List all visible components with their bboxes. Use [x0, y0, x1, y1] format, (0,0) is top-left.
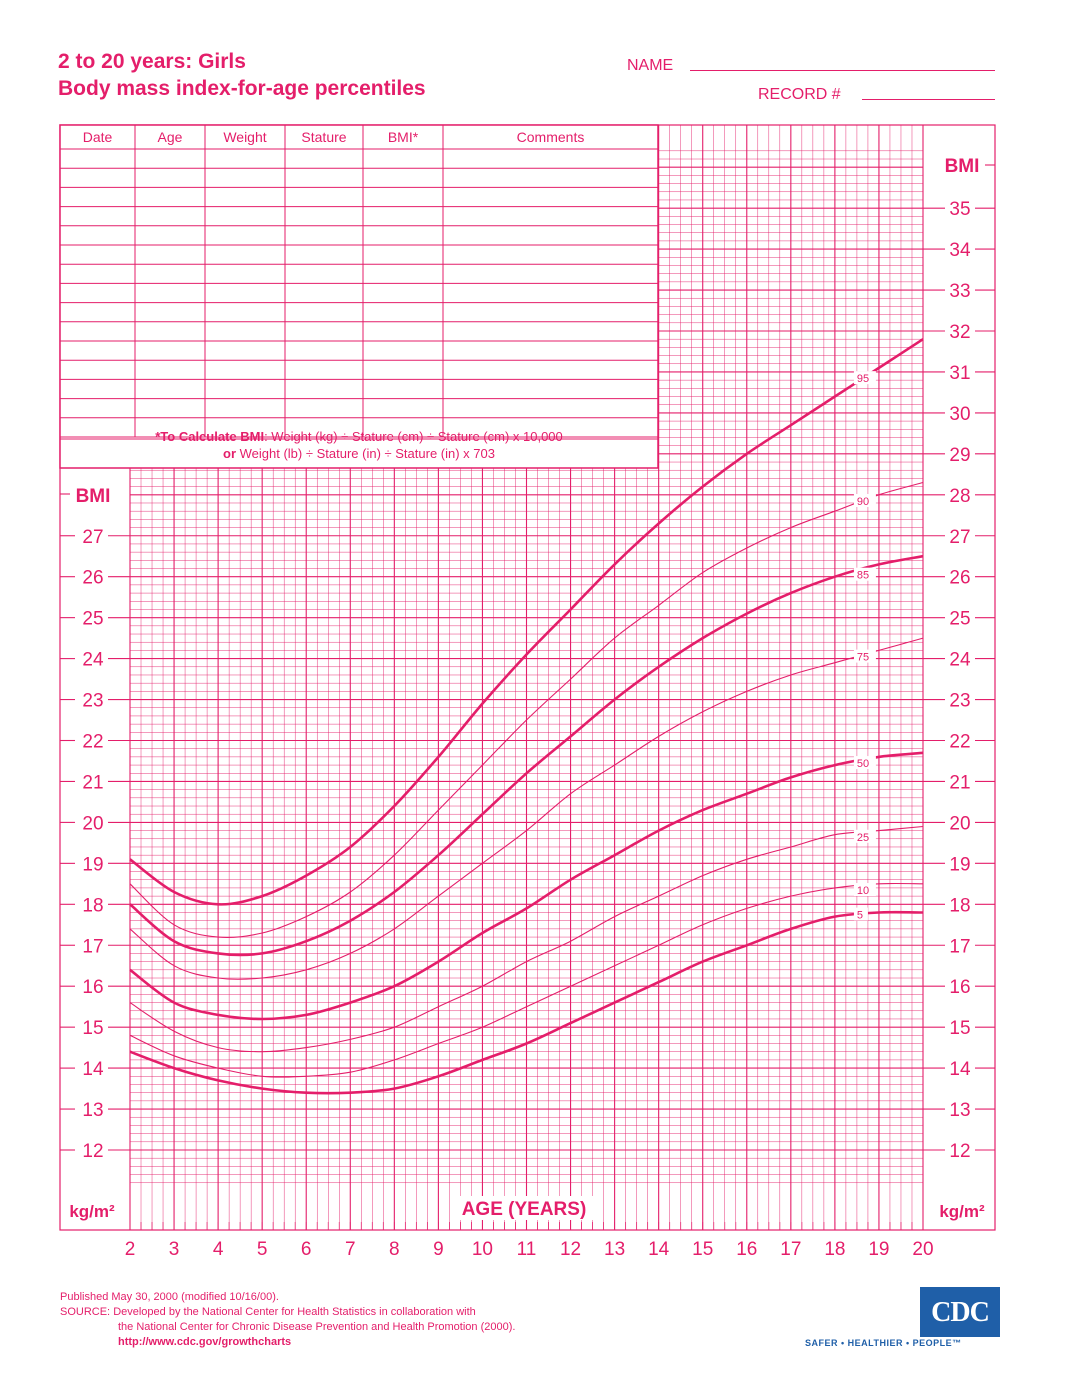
x-tick-label: 7 [344, 1239, 356, 1260]
y-tick-label-right: 18 [949, 895, 971, 917]
y-unit-left: kg/m² [69, 1202, 115, 1221]
percentile-label-95: 95 [856, 373, 870, 386]
y-tick-label-left: 25 [82, 608, 104, 630]
y-tick-label-right: 33 [949, 281, 971, 303]
y-tick-label-right: 17 [949, 936, 971, 958]
percentile-label-75: 75 [856, 651, 870, 664]
y-tick-label-left: 24 [82, 649, 104, 671]
y-tick-label-right: 22 [949, 731, 971, 753]
y-unit-right: kg/m² [939, 1202, 985, 1221]
x-tick-label: 10 [471, 1239, 494, 1260]
y-tick-label-right: 29 [949, 444, 971, 466]
y-tick-label-right: 32 [949, 322, 971, 343]
y-tick-label-right: 13 [949, 1100, 971, 1122]
x-tick-label: 12 [559, 1239, 582, 1260]
percentile-label-25: 25 [856, 831, 870, 844]
y-tick-label-left: 23 [82, 690, 104, 712]
y-axis-title-left: BMI [75, 486, 111, 507]
x-tick-label: 6 [300, 1239, 312, 1260]
y-tick-label-right: 25 [949, 608, 971, 630]
record-label: RECORD # [758, 86, 841, 103]
table-col-header: Age [157, 129, 183, 145]
x-tick-label: 14 [648, 1239, 670, 1260]
x-tick-label: 16 [736, 1239, 758, 1260]
x-tick-label: 19 [868, 1239, 890, 1260]
chart-title-sex: 2 to 20 years: Girls [58, 50, 246, 73]
y-tick-label-right: 26 [949, 567, 971, 589]
x-tick-label: 15 [692, 1239, 714, 1260]
table-col-header: Comments [516, 129, 585, 145]
table-col-header: BMI* [387, 129, 419, 145]
published-note: Published May 30, 2000 (modified 10/16/00). [60, 1291, 279, 1303]
y-tick-label-right: 23 [949, 690, 971, 712]
cdc-logo: CDC [920, 1287, 1000, 1337]
y-tick-label-left: 13 [82, 1100, 104, 1122]
chart-title: Body mass index-for-age percentiles [58, 77, 426, 100]
x-tick-label: 18 [824, 1239, 846, 1260]
x-tick-label: 8 [389, 1239, 400, 1260]
y-tick-label-right: 16 [949, 977, 971, 999]
x-tick-label: 5 [256, 1239, 268, 1260]
x-tick-label: 17 [780, 1239, 802, 1260]
y-tick-label-right: 27 [949, 526, 971, 548]
y-tick-label-left: 22 [82, 731, 104, 753]
y-tick-label-left: 15 [82, 1018, 104, 1040]
y-tick-label-left: 20 [82, 813, 104, 835]
y-tick-label-right: 15 [949, 1018, 971, 1040]
x-tick-label: 2 [124, 1239, 136, 1260]
y-tick-label-left: 27 [82, 526, 104, 548]
y-axis-title-right: BMI [944, 156, 980, 177]
y-tick-label-left: 26 [82, 567, 104, 589]
percentile-label-10: 10 [856, 885, 870, 898]
y-tick-label-right: 19 [949, 854, 971, 876]
percentile-label-90: 90 [856, 495, 870, 508]
y-tick-label-left: 14 [82, 1059, 104, 1081]
x-tick-label: 13 [604, 1239, 626, 1260]
y-tick-label-left: 12 [82, 1141, 104, 1162]
y-tick-label-right: 34 [949, 240, 971, 262]
y-tick-label-right: 24 [949, 649, 971, 671]
x-tick-label: 3 [168, 1239, 180, 1260]
y-tick-label-right: 30 [949, 403, 971, 425]
percentile-label-85: 85 [856, 569, 870, 582]
y-tick-label-right: 28 [949, 485, 971, 507]
x-tick-label: 4 [212, 1239, 224, 1260]
y-tick-label-right: 20 [949, 813, 971, 835]
name-label: NAME [627, 57, 674, 74]
x-tick-label: 9 [433, 1239, 444, 1260]
source-line1: SOURCE: Developed by the National Center for Health Statistics in collaboration with [60, 1306, 476, 1318]
percentile-label-5: 5 [856, 909, 864, 922]
y-tick-label-right: 31 [949, 362, 971, 384]
y-tick-label-right: 12 [949, 1141, 971, 1162]
x-axis-title: AGE (YEARS) [461, 1199, 587, 1220]
table-col-header: Weight [223, 129, 267, 145]
source-line2: the National Center for Chronic Disease Prevention and Health Promotion (2000). [118, 1321, 516, 1333]
table-col-header: Date [82, 129, 113, 145]
y-tick-label-left: 16 [82, 977, 104, 999]
y-tick-label-right: 21 [949, 772, 971, 794]
percentile-label-50: 50 [856, 758, 870, 771]
record-table-box [60, 125, 658, 468]
cdc-tagline: SAFER • HEALTHIER • PEOPLE™ [805, 1338, 962, 1348]
table-col-header: Stature [301, 129, 347, 145]
x-tick-label: 20 [912, 1239, 934, 1260]
y-tick-label-left: 21 [82, 772, 104, 794]
record-table [60, 125, 658, 468]
y-tick-label-left: 18 [82, 895, 104, 917]
x-tick-label: 11 [516, 1239, 537, 1260]
source-url[interactable]: http://www.cdc.gov/growthcharts [118, 1336, 292, 1348]
y-tick-label-right: 35 [949, 199, 971, 221]
bmi-formula-metric: *To Calculate BMI: Weight (kg) ÷ Stature (cm) ÷ Stature (cm) x 10,000 [155, 429, 563, 444]
y-tick-label-left: 19 [82, 854, 104, 876]
y-tick-label-right: 14 [949, 1059, 971, 1081]
bmi-formula-imperial: or Weight (lb) ÷ Stature (in) ÷ Stature (in) x 703 [223, 446, 495, 461]
y-tick-label-left: 17 [82, 936, 104, 958]
